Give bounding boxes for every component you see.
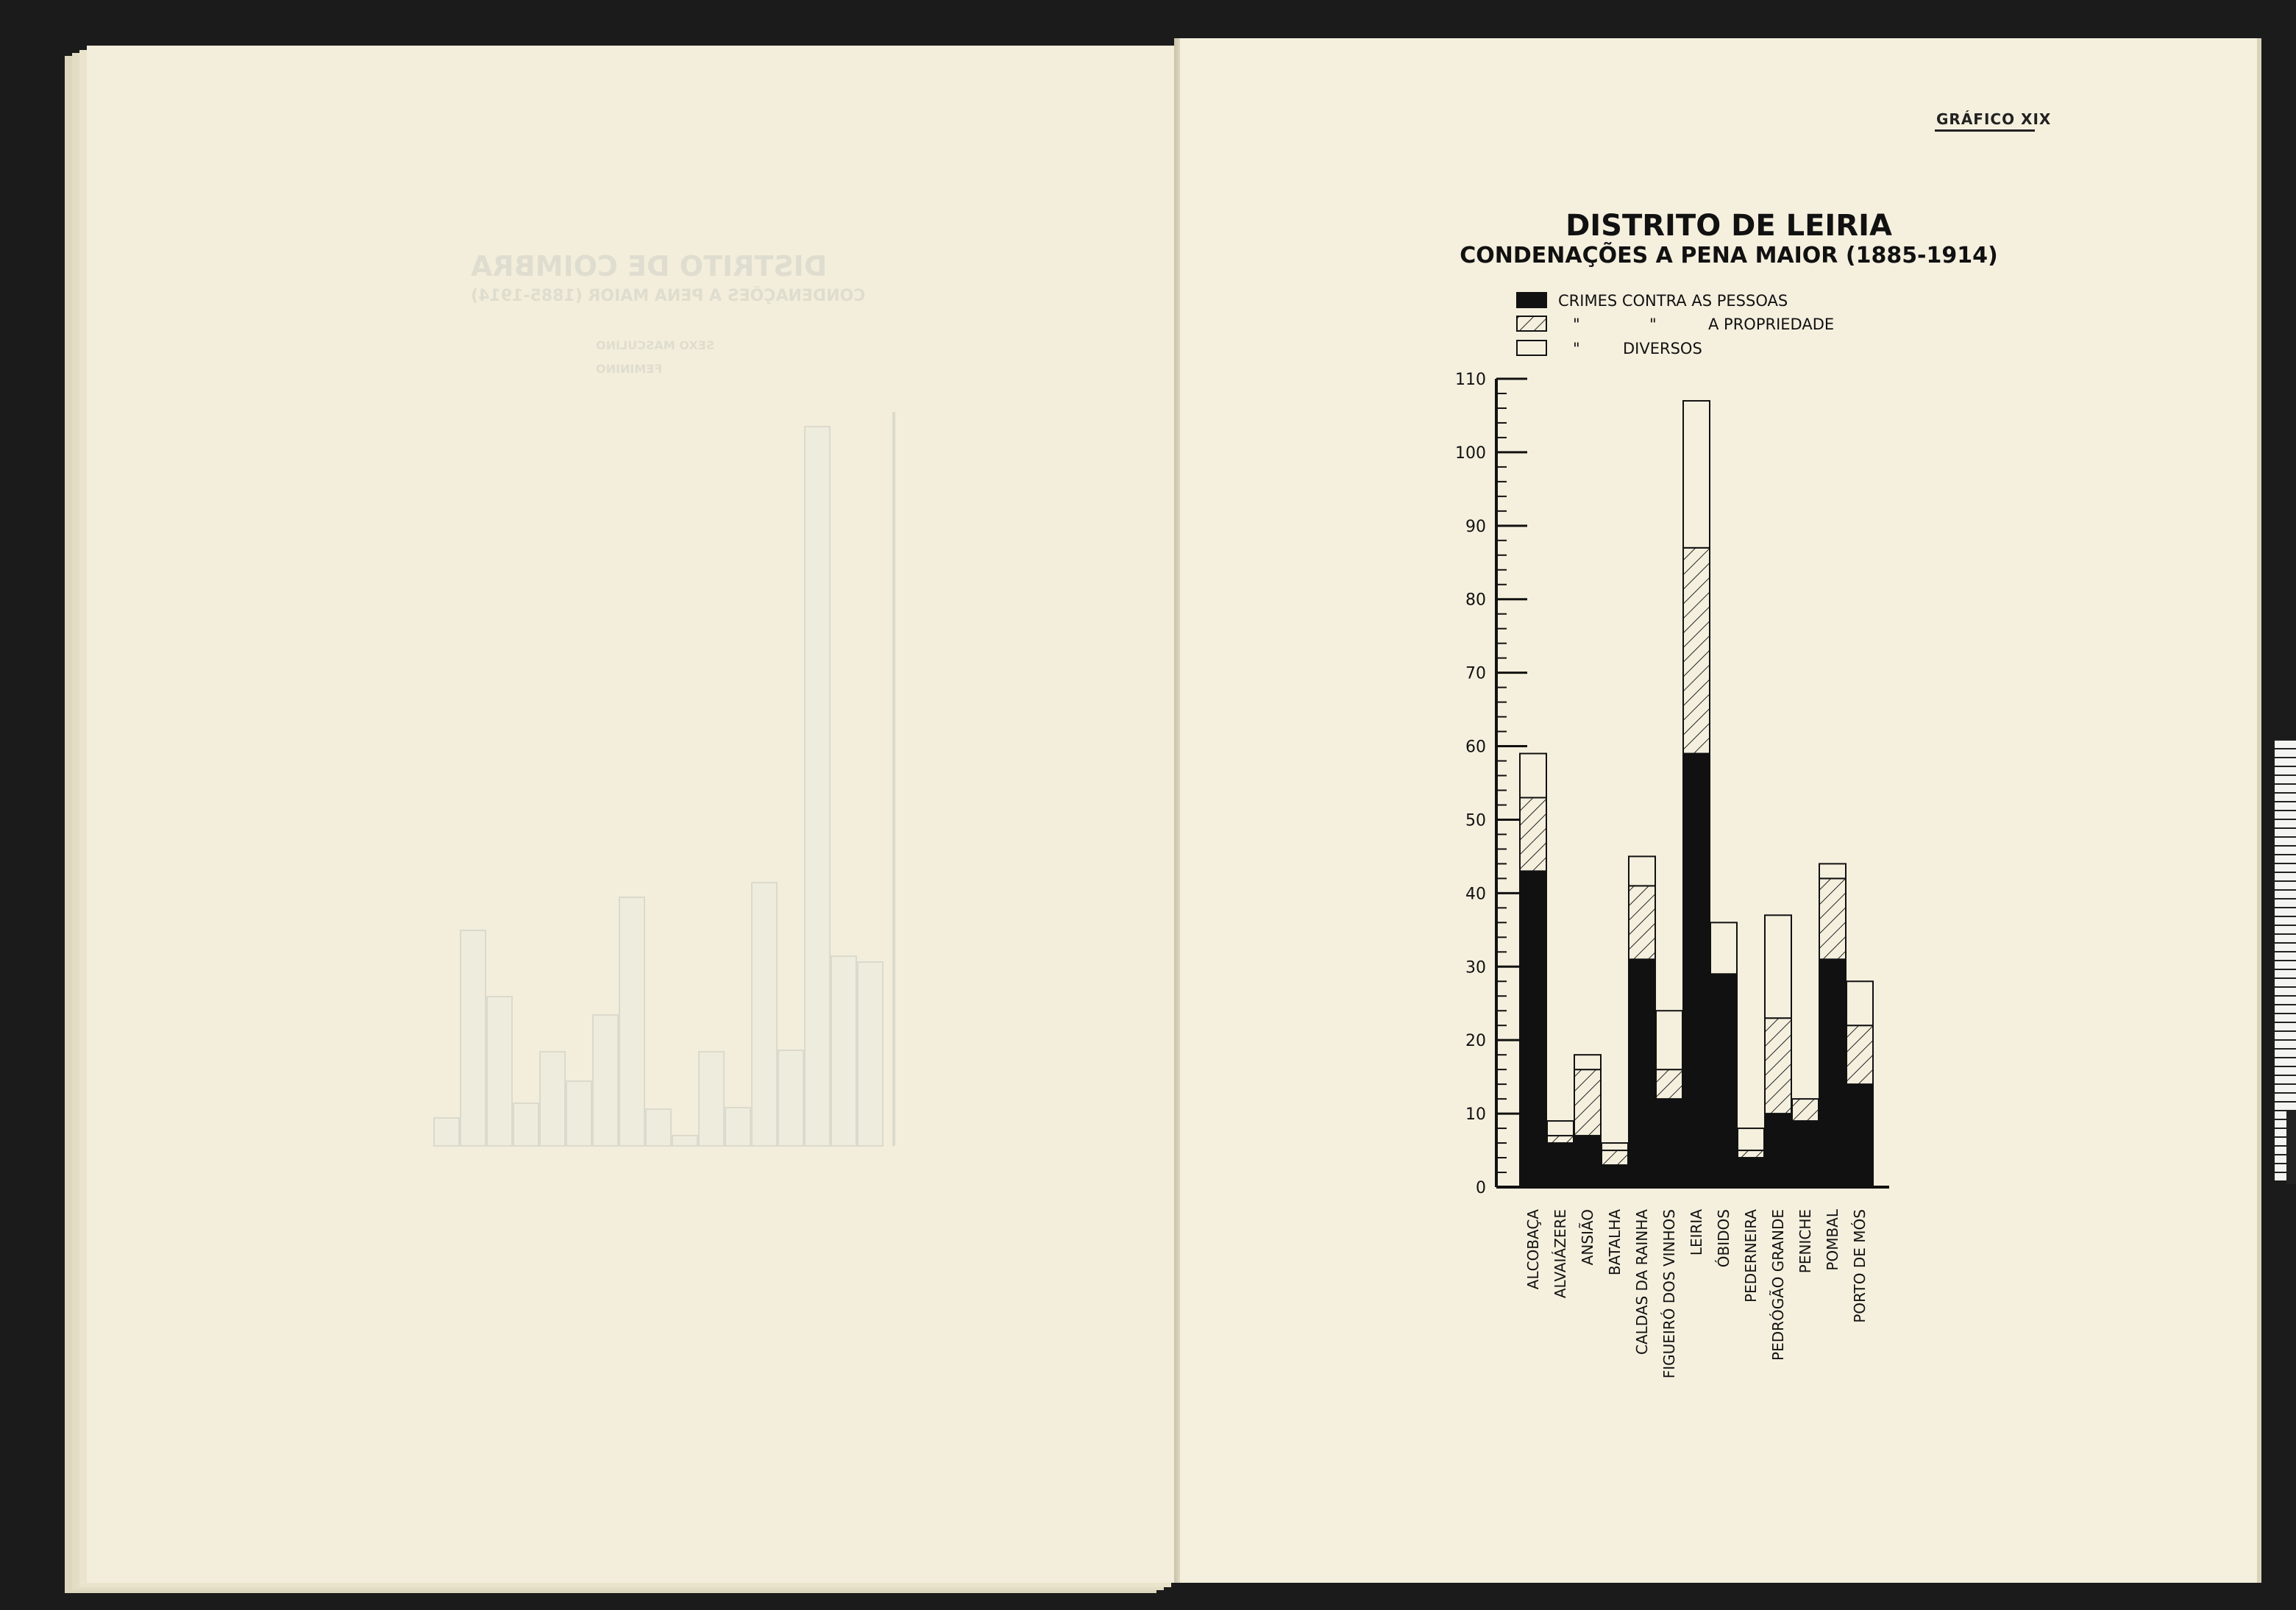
bar-diversos bbox=[1520, 754, 1546, 798]
x-tick-label: BATALHA bbox=[1606, 1209, 1624, 1276]
bar-pessoas bbox=[1656, 1099, 1682, 1187]
bars bbox=[1520, 401, 1873, 1187]
bar-propriedade bbox=[1520, 797, 1546, 871]
x-tick-label: PENICHE bbox=[1796, 1209, 1814, 1274]
y-tick-label: 60 bbox=[1465, 738, 1486, 757]
y-tick-label: 20 bbox=[1465, 1032, 1486, 1051]
bar-diversos bbox=[1656, 1011, 1682, 1069]
y-tick-label: 10 bbox=[1465, 1105, 1486, 1125]
bar-pessoas bbox=[1765, 1114, 1791, 1187]
y-tick-label: 30 bbox=[1465, 958, 1486, 977]
bleed-legend-2: FEMININO bbox=[596, 362, 663, 376]
bar-propriedade bbox=[1629, 886, 1655, 959]
x-tick-label: PEDERNEIRA bbox=[1742, 1209, 1760, 1303]
bar-propriedade bbox=[1765, 1018, 1791, 1114]
bar-propriedade bbox=[1683, 548, 1710, 754]
bar-propriedade bbox=[1602, 1150, 1628, 1165]
bar-propriedade bbox=[1547, 1136, 1574, 1143]
chart-title: DISTRITO DE LEIRIA bbox=[1565, 209, 1892, 243]
bar-pessoas bbox=[1574, 1136, 1601, 1187]
bar-pessoas bbox=[1683, 754, 1710, 1187]
bar-propriedade bbox=[1847, 1025, 1873, 1084]
bar-pessoas bbox=[1847, 1084, 1873, 1187]
bar-pessoas bbox=[1602, 1165, 1628, 1187]
y-tick-label: 70 bbox=[1465, 664, 1486, 683]
legend-label-2: A PROPRIEDADE bbox=[1708, 316, 1835, 333]
bar-pessoas bbox=[1792, 1121, 1819, 1187]
x-tick-label: ANSIÃO bbox=[1579, 1209, 1596, 1266]
x-axis-labels bbox=[1524, 1208, 1869, 1378]
x-tick-label: PORTO DE MÓS bbox=[1851, 1209, 1869, 1323]
bar-diversos bbox=[1547, 1121, 1574, 1136]
bar-pessoas bbox=[1520, 871, 1546, 1187]
bar-diversos bbox=[1602, 1143, 1628, 1150]
bar-pessoas bbox=[1710, 974, 1737, 1187]
bar-diversos bbox=[1574, 1055, 1601, 1069]
x-tick-label: CALDAS DA RAINHA bbox=[1633, 1209, 1651, 1356]
bar-pessoas bbox=[1819, 959, 1846, 1187]
scale-ruler-block bbox=[2286, 1111, 2296, 1184]
y-tick-label: 50 bbox=[1465, 811, 1486, 830]
x-tick-label: ÓBIDOS bbox=[1715, 1209, 1732, 1268]
legend-label-1: CRIMES CONTRA AS PESSOAS bbox=[1558, 292, 1788, 310]
x-tick-label: FIGUEIRÓ DOS VINHOS bbox=[1660, 1209, 1678, 1379]
bar-diversos bbox=[1629, 856, 1655, 886]
bleed-title: DISTRITO DE COIMBRA bbox=[471, 250, 828, 282]
bar-diversos bbox=[1847, 981, 1873, 1025]
bar-propriedade bbox=[1792, 1099, 1819, 1121]
y-tick-label: 100 bbox=[1455, 444, 1486, 463]
x-tick-label: POMBAL bbox=[1824, 1209, 1841, 1271]
legend-label-2-ditto-a: " bbox=[1573, 316, 1580, 333]
bar-propriedade bbox=[1574, 1069, 1601, 1136]
bar-diversos bbox=[1765, 915, 1791, 1018]
y-tick-label: 80 bbox=[1465, 591, 1486, 610]
legend-label-2-ditto-b: " bbox=[1649, 316, 1657, 333]
x-tick-label: LEIRIA bbox=[1688, 1209, 1705, 1256]
x-tick-label: PEDRÓGÃO GRANDE bbox=[1769, 1209, 1787, 1361]
chart-subtitle: CONDENAÇÕES A PENA MAIOR (1885-1914) bbox=[1460, 243, 1998, 268]
legend-label-3-ditto: " bbox=[1573, 340, 1580, 357]
y-tick-label: 110 bbox=[1455, 371, 1486, 389]
bar-diversos bbox=[1819, 863, 1846, 878]
bar-diversos bbox=[1710, 922, 1737, 974]
bar-propriedade bbox=[1738, 1150, 1764, 1158]
bar-pessoas bbox=[1547, 1143, 1574, 1187]
bar-diversos bbox=[1683, 401, 1710, 548]
bar-propriedade bbox=[1819, 878, 1846, 959]
y-tick-label: 90 bbox=[1465, 517, 1486, 536]
legend bbox=[1517, 292, 1834, 357]
legend-swatch-hatched bbox=[1517, 316, 1546, 331]
y-tick-label: 0 bbox=[1476, 1179, 1486, 1197]
y-tick-label: 40 bbox=[1465, 885, 1486, 904]
legend-label-3: DIVERSOS bbox=[1623, 340, 1702, 357]
bar-pessoas bbox=[1738, 1158, 1764, 1187]
x-tick-label: ALVAIÁZERE bbox=[1552, 1209, 1569, 1299]
bar-propriedade bbox=[1656, 1069, 1682, 1099]
legend-swatch-solid bbox=[1517, 293, 1546, 307]
bleed-subtitle: CONDENAÇÕES A PENA MAIOR (1885-1914) bbox=[471, 287, 866, 305]
bar-diversos bbox=[1738, 1128, 1764, 1150]
x-tick-label: ALCOBAÇA bbox=[1524, 1209, 1542, 1290]
legend-swatch-empty bbox=[1517, 341, 1546, 355]
bleed-legend-1: SEXO MASCULINO bbox=[596, 338, 715, 352]
plate-number: GRÁFICO XIX bbox=[1936, 110, 2052, 128]
bar-pessoas bbox=[1629, 959, 1655, 1187]
